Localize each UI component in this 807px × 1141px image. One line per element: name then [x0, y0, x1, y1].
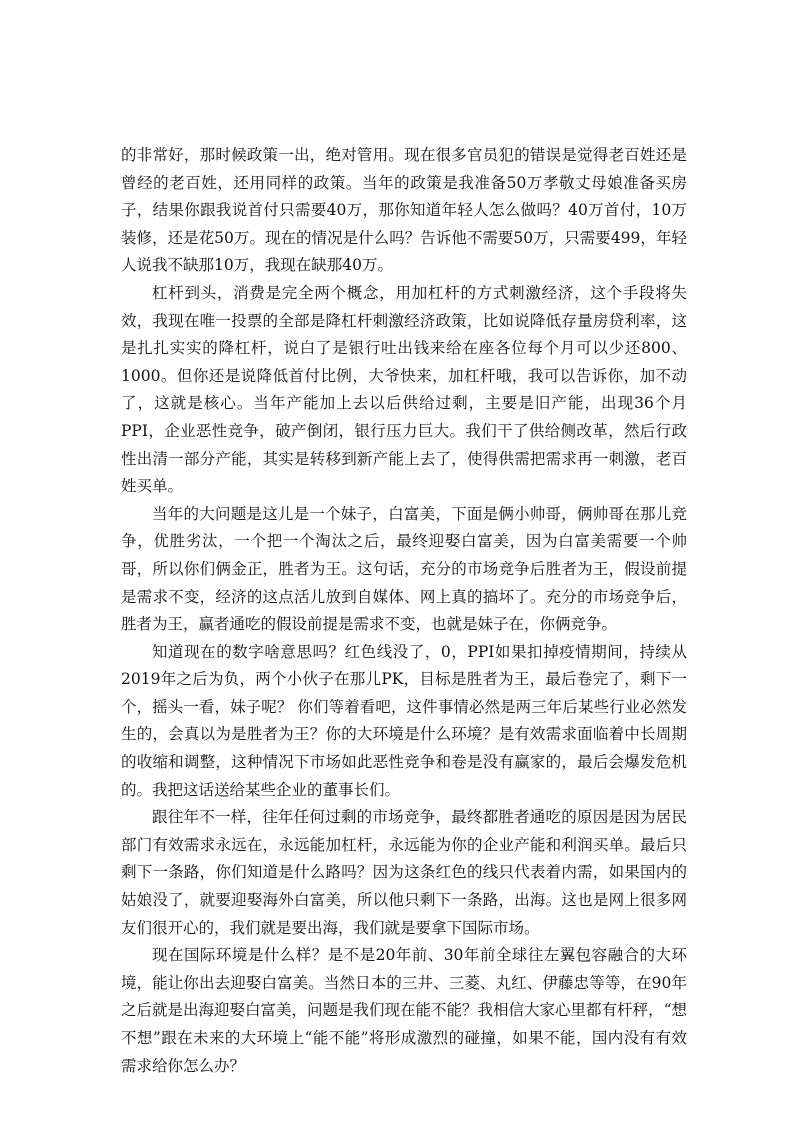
- paragraph-1: 的非常好，那时候政策一出，绝对管用。现在很多官员犯的错误是觉得老百姓还是曾经的老百姓，还用同样的政策。当年的政策是我准备50万孝敬丈母娘准备买房子，结果你跟我说首付只需要40万，那你知道年轻人怎么做吗？40万首付，10万装修，还是花50万。现在的情况是什么吗？告诉他不需要50万，只需要499，年轻人说我不缺那10万，我现在缺那40万。: [121, 146, 687, 275]
- paragraph-4: 知道现在的数字啥意思吗？红色线没了，0，PPI如果扣掉疫情期间，持续从2019年之后为负，两个小伙子在那儿PK，目标是胜者为王，最后卷完了，剩下一个，摇头一看，妹子呢？ 你们等着看吧，这件事情必然是两三年后某些行业必然发生的，会真以为是胜者为王？你的大环境是什么环境？是有效需求面临着中长周期的收缩和调整，这种情况下市场如此恶性竞争和卷是没有赢家的，最后会爆发危机的。我把这话送给某些企业的董事长们。: [121, 642, 687, 799]
- document-body: [121, 142, 687, 1080]
- paragraph-6: 现在国际环境是什么样？是不是20年前、30年前全球往左翼包容融合的大环境，能让你出去迎娶白富美。当然日本的三井、三菱、丸红、伊藤忠等等，在90年之后就是出海迎娶白富美，问题是我们现在能不能？我相信大家心里都有杆秤，“想不想”跟在未来的大环境上“能不能”将形成激烈的碰撞，如果不能，国内没有有效需求给你怎么办？: [121, 946, 687, 1075]
- paragraph-2: 杠杆到头，消费是完全两个概念，用加杠杆的方式刺激经济，这个手段将失效，我现在唯一投票的全部是降杠杆刺激经济政策，比如说降低存量房贷利率，这是扎扎实实的降杠杆，说白了是银行吐出钱来给在座各位每个月可以少还800、1000。但你还是说降低首付比例，大爷快来，加杠杆哦，我可以告诉你，加不动了，这就是核心。当年产能加上去以后供给过剩，主要是旧产能，出现36个月PPI，企业恶性竞争，破产倒闭，银行压力巨大。我们干了供给侧改革，然后行政性出清一部分产能，其实是转移到新产能上去了，使得供需把需求再一刺激，老百姓买单。: [121, 283, 687, 496]
- paragraph-3: 当年的大问题是这儿是一个妹子，白富美，下面是俩小帅哥，俩帅哥在那儿竞争，优胜劣汰，一个把一个淘汰之后，最终迎娶白富美，因为白富美需要一个帅哥，所以你们俩金正，胜者为王。这句话，充分的市场竞争后胜者为王，假设前提是需求不变，经济的这点活儿放到自媒体、网上真的搞坏了。充分的市场竞争后，胜者为王，赢者通吃的假设前提是需求不变，也就是妹子在，你俩竞争。: [121, 504, 687, 634]
- paragraph-5: 跟往年不一样，往年任何过剩的市场竞争，最终都胜者通吃的原因是因为居民部门有效需求永远在，永远能加杠杆，永远能为你的企业产能和利润买单。最后只剩下一条路，你们知道是什么路吗？因为这条红色的线只代表着内需，如果国内的姑娘没了，就要迎娶海外白富美，所以他只剩下一条路，出海。这也是网上很多网友们很开心的，我们就是要出海，我们就是要拿下国际市场。: [121, 808, 687, 937]
